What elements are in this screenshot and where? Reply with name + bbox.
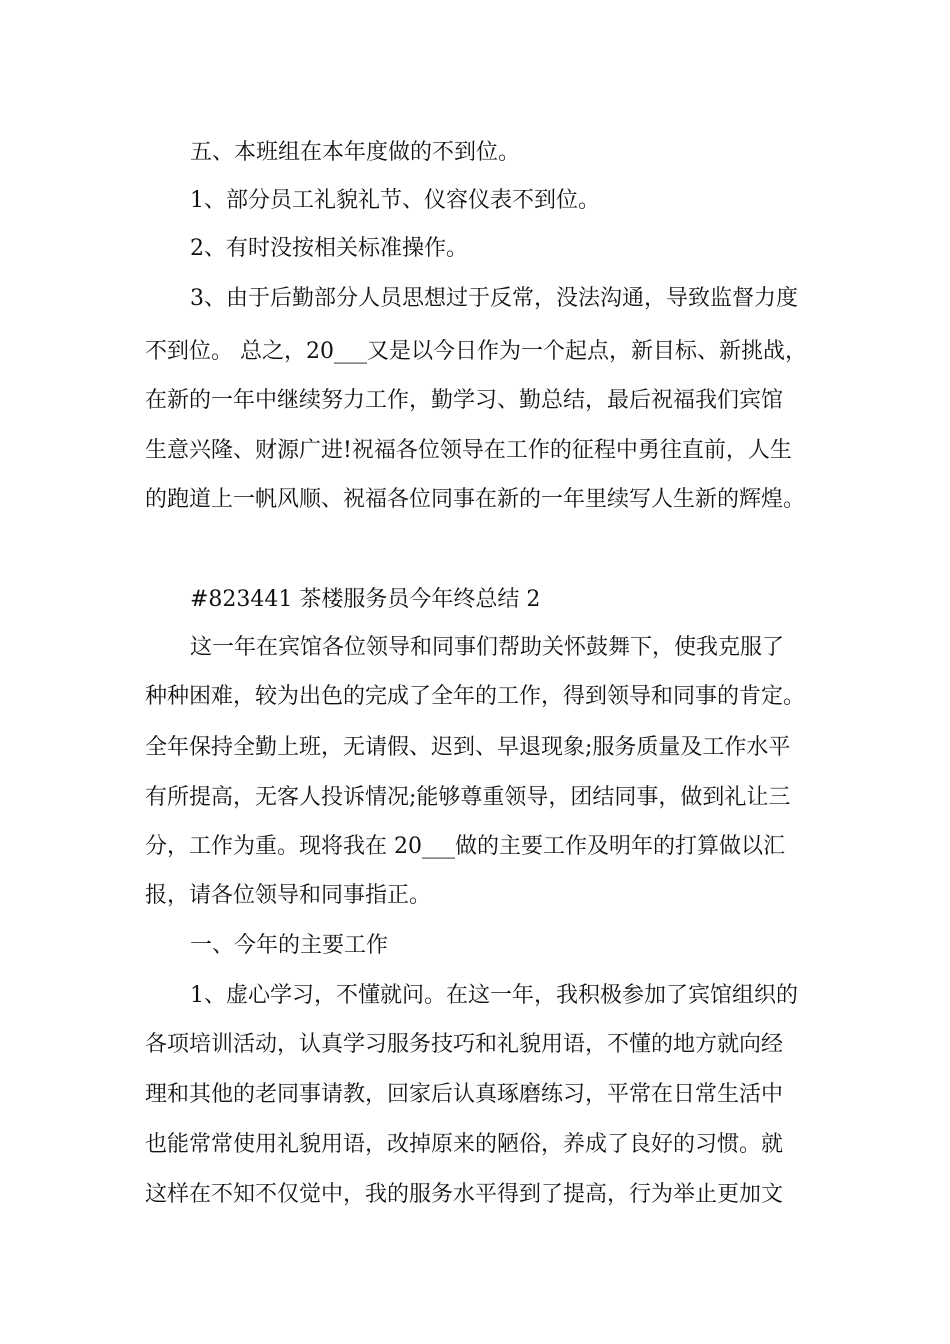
section-five-item-3-line: 3、由于后勤部分人员思想过于反常，没法沟通，导致监督力度 (190, 286, 798, 311)
intro-line: 报，请各位领导和同事指正。 (145, 883, 432, 908)
section-one-title: 一、今年的主要工作 (190, 933, 389, 958)
article-title: #823441 茶楼服务员今年终总结 2 (190, 587, 541, 612)
intro-line: 这一年在宾馆各位领导和同事们帮助关怀鼓舞下，使我克服了 (190, 635, 785, 660)
intro-line: 分，工作为重。现将我在 20___做的主要工作及明年的打算做以汇 (145, 834, 785, 859)
section-five-item-3-line: 生意兴隆、财源广进!祝福各位领导在工作的征程中勇往直前，人生 (145, 438, 792, 463)
intro-line: 有所提高，无客人投诉情况;能够尊重领导，团结同事，做到礼让三 (145, 785, 791, 810)
section-five-item-2: 2、有时没按相关标准操作。 (190, 236, 468, 261)
section-five-title: 五、本班组在本年度做的不到位。 (190, 140, 521, 165)
intro-line: 全年保持全勤上班，无请假、迟到、早退现象;服务质量及工作水平 (145, 735, 791, 760)
section-one-item-1-line: 这样在不知不仅觉中，我的服务水平得到了提高，行为举止更加文 (145, 1182, 784, 1207)
section-five-item-3-line: 不到位。 总之，20___又是以今日作为一个起点，新目标、新挑战， (145, 339, 807, 364)
section-five-item-1: 1、部分员工礼貌礼节、仪容仪表不到位。 (190, 188, 600, 213)
section-one-item-1-line: 各项培训活动，认真学习服务技巧和礼貌用语，不懂的地方就向经 (145, 1032, 784, 1057)
section-one-item-1-line: 也能常常使用礼貌用语，改掉原来的陋俗，养成了良好的习惯。就 (145, 1132, 784, 1157)
intro-line: 种种困难，较为出色的完成了全年的工作，得到领导和同事的肯定。 (145, 684, 806, 709)
section-five-item-3-line: 在新的一年中继续努力工作，勤学习、勤总结，最后祝福我们宾馆 (145, 388, 784, 413)
section-five-item-3-line: 的跑道上一帆风顺、祝福各位同事在新的一年里续写人生新的辉煌。 (145, 487, 806, 512)
section-one-item-1-line: 理和其他的老同事请教，回家后认真琢磨练习，平常在日常生活中 (145, 1082, 784, 1107)
section-one-item-1-line: 1、虚心学习，不懂就问。在这一年，我积极参加了宾馆组织的 (190, 983, 798, 1008)
